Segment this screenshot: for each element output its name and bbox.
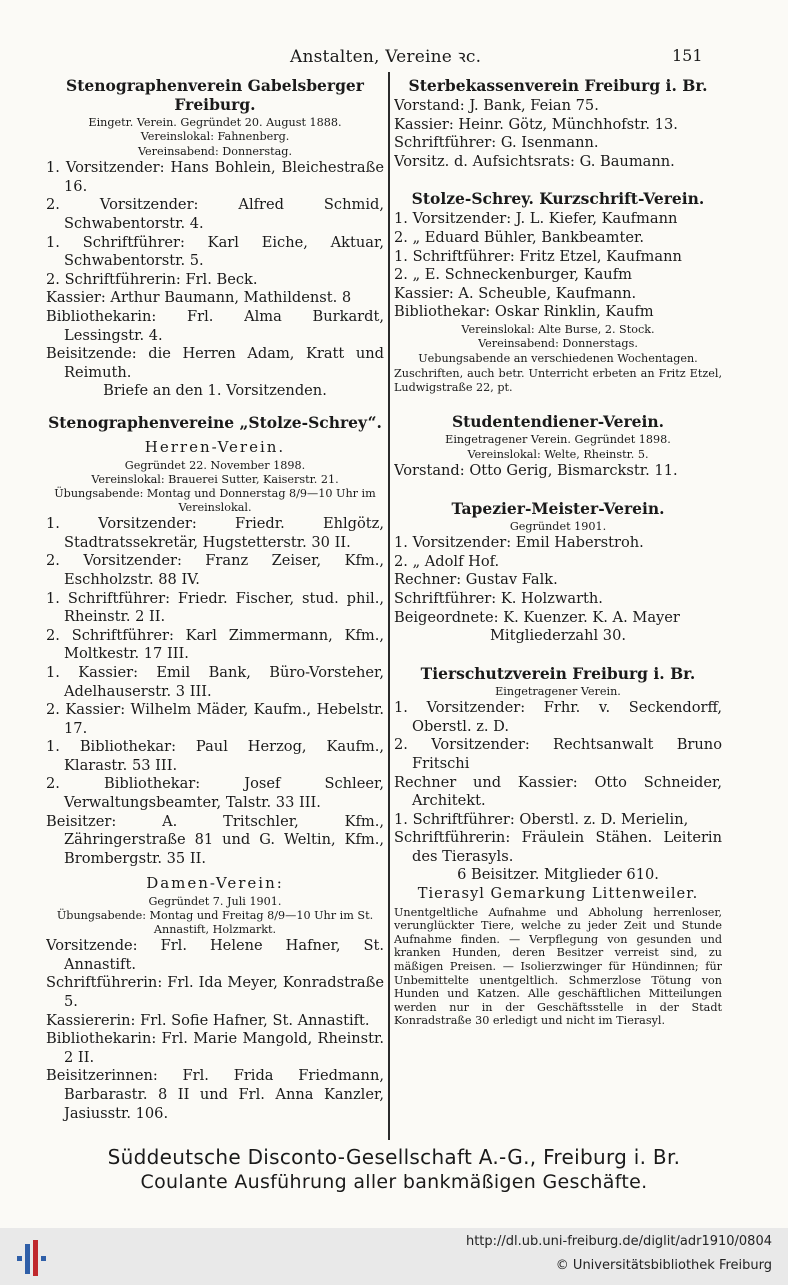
entry: Rechner: Gustav Falk. xyxy=(394,571,558,589)
copyright-text: © Universitätsbibliothek Freiburg xyxy=(555,1258,772,1273)
asyl-title: Tierasyl Gemarkung Littenweiler. xyxy=(417,885,699,903)
entry: 1. Schriftführer: Oberstl. z. D. Merielin, xyxy=(394,810,689,828)
section-tapezier xyxy=(394,499,722,646)
entry: Vorstand: J. Bank, Feian 75. xyxy=(394,97,599,114)
section-kurzschrift xyxy=(394,189,722,394)
entry: Rechner und Kassier: Otto Schneider, Architekt. xyxy=(394,773,722,810)
section-note: Briefe an den 1. Vorsitzenden. xyxy=(103,382,327,400)
section-stolze-schrey xyxy=(46,413,384,1123)
section-meta: Eingetr. Verein. Gegründet 20. August 1888. xyxy=(88,116,342,129)
entry: 2. Vorsitzender: Rechtsanwalt Bruno Fritschi xyxy=(394,736,722,772)
entry: 2. Vorsitzender: Alfred Schmid, Schwabentorstr. 4. xyxy=(46,196,384,232)
entry: Beisitzerinnen: Frl. Frida Friedmann, Barbarastr. 8 II und Frl. Anna Kanzler, Jasiusstr. 106. xyxy=(46,1067,384,1122)
column-divider xyxy=(388,72,390,1140)
bank-advertisement xyxy=(0,1144,788,1195)
entry: 2. Kassier: Wilhelm Mäder, Kaufm., Hebelstr. 17. xyxy=(46,701,384,737)
section-title: Tierschutzverein Freiburg i. Br. xyxy=(420,663,696,683)
entry: Bibliothekarin: Frl. Marie Mangold, Rheinstr. 2 II. xyxy=(46,1030,384,1066)
entry: 1. Vorsitzender: Frhr. v. Seckendorff, Oberstl. z. D. xyxy=(394,699,722,735)
running-head-title: Anstalten, Vereine ꝛc. xyxy=(290,47,482,67)
subsection-title: Damen-Verein: xyxy=(146,874,284,893)
permalink-url[interactable]: http://dl.ub.uni-freiburg.de/diglit/adr1910/0804 xyxy=(465,1234,772,1249)
section-meta: Vereinslokal: Fahnenberg. xyxy=(140,130,290,144)
section-meta: Gegründet 7. Juli 1901. xyxy=(148,895,282,909)
section-meta: Übungsabende: Montag und Freitag 8/9—10 Uhr im St. Annastift, Holzmarkt. xyxy=(56,909,374,936)
section-meta: Gegründet 1901. xyxy=(509,519,607,533)
entry: 1. Vorsitzender: Hans Bohlein, Bleichestraße 16. xyxy=(46,159,384,195)
section-title: Sterbekassenverein Freiburg i. Br. xyxy=(408,76,708,95)
entry: 1. Schriftführer: Karl Eiche, Aktuar, Schwabentorstr. 5. xyxy=(46,233,384,270)
entry: Kassier: Heinr. Götz, Münchhofstr. 13. xyxy=(394,115,678,133)
entry: Schriftführer: G. Isenmann. xyxy=(394,134,599,152)
section-title: Tapezier-Meister-Verein. xyxy=(451,498,665,518)
entry: Kassier: Arthur Baumann, Mathildenst. 8 xyxy=(46,289,352,307)
entry: Vorsitzende: Frl. Helene Hafner, St. Annastift. xyxy=(46,937,384,973)
ad-line-2: Coulante Ausführung aller bankmäßigen Geschäfte. xyxy=(140,1171,648,1193)
entry: Beigeordnete: K. Kuenzer. K. A. Mayer xyxy=(394,608,680,626)
section-note: Mitgliederzahl 30. xyxy=(489,627,627,645)
entry: Bibliothekar: Oskar Rinklin, Kaufm xyxy=(394,303,654,321)
section-meta: Vereinslokal: Brauerei Sutter, Kaiserstr. 21. xyxy=(91,472,339,486)
section-meta: Vereinslokal: Alte Burse, 2. Stock. xyxy=(461,322,655,336)
section-meta: Vereinsabend: Donnerstags. xyxy=(478,337,638,351)
section-note: 6 Beisitzer. Mitglieder 610. xyxy=(457,866,659,884)
section-studentendiener xyxy=(394,412,722,480)
section-meta: Vereinsabend: Donnerstag. xyxy=(137,144,293,158)
entry: 2. „ Adolf Hof. xyxy=(394,552,500,570)
entry: 2. „ Eduard Bühler, Bankbeamter. xyxy=(394,228,644,246)
entry: Kassier: A. Scheuble, Kaufmann. xyxy=(394,284,637,302)
entry: Schriftführerin: Fräulein Stähen. Leiterin des Tierasyls. xyxy=(394,829,722,865)
running-head xyxy=(0,44,788,70)
left-column xyxy=(46,74,384,1140)
section-meta: Eingetragener Verein. Gegründet 1898. xyxy=(445,433,671,447)
subsection-title: Herren-Verein. xyxy=(144,437,286,456)
entry: 1. Kassier: Emil Bank, Büro-Vorsteher, Adelhauserstr. 3 III. xyxy=(46,663,384,700)
asyl-text: Unentgeltliche Aufnahme und Abholung herrenloser, verunglückter Tiere, welche zu jeder Zeit und Stunde Aufnahme finden. — Verpflegung von gesunden und kranken Hunden, deren Besitzer verreist sind, zu mäßigen Preisen. — Isolierzwinger für Hündinnen; für Unbemittelte unentgeltlich. Schmerzlose Tötung von Hunden und Katzen. Alle geschäftlichen Mitteilungen werden nur in der Geschäftsstelle in der Stadt Konradstraße 30 erledigt und nicht im Tierasyl. xyxy=(394,905,722,1028)
section-meta: Eingetragener Verein. xyxy=(495,684,621,698)
right-column xyxy=(394,74,722,1140)
entry: Schriftführerin: Frl. Ida Meyer, Konradstraße 5. xyxy=(46,974,384,1011)
section-title: Stenographenverein Gabelsberger Freiburg. xyxy=(66,76,364,114)
entry: 2. Schriftführer: Karl Zimmermann, Kfm., Moltkestr. 17 III. xyxy=(46,626,384,663)
section-gabelsberger xyxy=(46,76,384,401)
entry: Vorsitz. d. Aufsichtsrats: G. Baumann. xyxy=(394,152,675,170)
entry: 2. Bibliothekar: Josef Schleer, Verwaltungsbeamter, Talstr. 33 III. xyxy=(46,775,384,812)
section-tierschutz xyxy=(394,664,722,1028)
viewer-footer-bar xyxy=(0,1228,788,1285)
entry: 2. Schriftführerin: Frl. Beck. xyxy=(46,270,258,288)
section-meta: Vereinslokal: Welte, Rheinstr. 5. xyxy=(467,447,649,461)
entry: 1. Vorsitzender: J. L. Kiefer, Kaufmann xyxy=(394,210,678,228)
entry: 1. Vorsitzender: Emil Haberstroh. xyxy=(394,534,644,552)
entry: 1. Schriftführer: Fritz Etzel, Kaufmann xyxy=(394,247,682,265)
section-title: Stenographenvereine „Stolze-Schrey“. xyxy=(48,412,382,432)
entry: 1. Schriftführer: Friedr. Fischer, stud. phil., Rheinstr. 2 II. xyxy=(46,589,384,626)
page-number: 151 xyxy=(672,46,703,65)
entry: Vorstand: Otto Gerig, Bismarckstr. 11. xyxy=(394,462,678,480)
entry: Beisitzende: die Herren Adam, Kratt und Reimuth. xyxy=(46,345,384,381)
entry: Bibliothekarin: Frl. Alma Burkardt, Lessingstr. 4. xyxy=(46,307,384,344)
section-meta: Übungsabende: Montag und Donnerstag 8/9—10 Uhr im Vereinslokal. xyxy=(54,487,376,514)
entry: 2. Vorsitzender: Franz Zeiser, Kfm., Eschholzstr. 88 IV. xyxy=(46,552,384,588)
entry: Schriftführer: K. Holzwarth. xyxy=(394,589,603,607)
section-meta: Zuschriften, auch betr. Unterricht erbeten an Fritz Etzel, Ludwigstraße 22, pt. xyxy=(394,367,722,394)
section-title: Studentendiener-Verein. xyxy=(451,412,665,432)
entry: Kassiererin: Frl. Sofie Hafner, St. Annastift. xyxy=(46,1011,370,1029)
section-meta: Uebungsabende an verschiedenen Wochentagen. xyxy=(418,351,698,365)
entry: Beisitzer: A. Tritschler, Kfm., Zähringerstraße 81 und G. Weltin, Kfm., Brombergstr. 35 II. xyxy=(46,812,384,867)
section-title: Stolze-Schrey. Kurzschrift-Verein. xyxy=(411,189,705,209)
entry: 1. Bibliothekar: Paul Herzog, Kaufm., Klarastr. 53 III. xyxy=(46,738,384,774)
section-sterbekasse xyxy=(394,76,722,171)
section-meta: Gegründet 22. November 1898. xyxy=(124,458,306,472)
ad-line-1: Süddeutsche Disconto-Gesellschaft A.-G., Freiburg i. Br. xyxy=(107,1145,681,1169)
entry: 1. Vorsitzender: Friedr. Ehlgötz, Stadtratssekretär, Hugstetterstr. 30 II. xyxy=(46,515,384,551)
entry: 2. „ E. Schneckenburger, Kaufm xyxy=(394,266,632,284)
ub-freiburg-logo-icon[interactable] xyxy=(14,1238,50,1278)
